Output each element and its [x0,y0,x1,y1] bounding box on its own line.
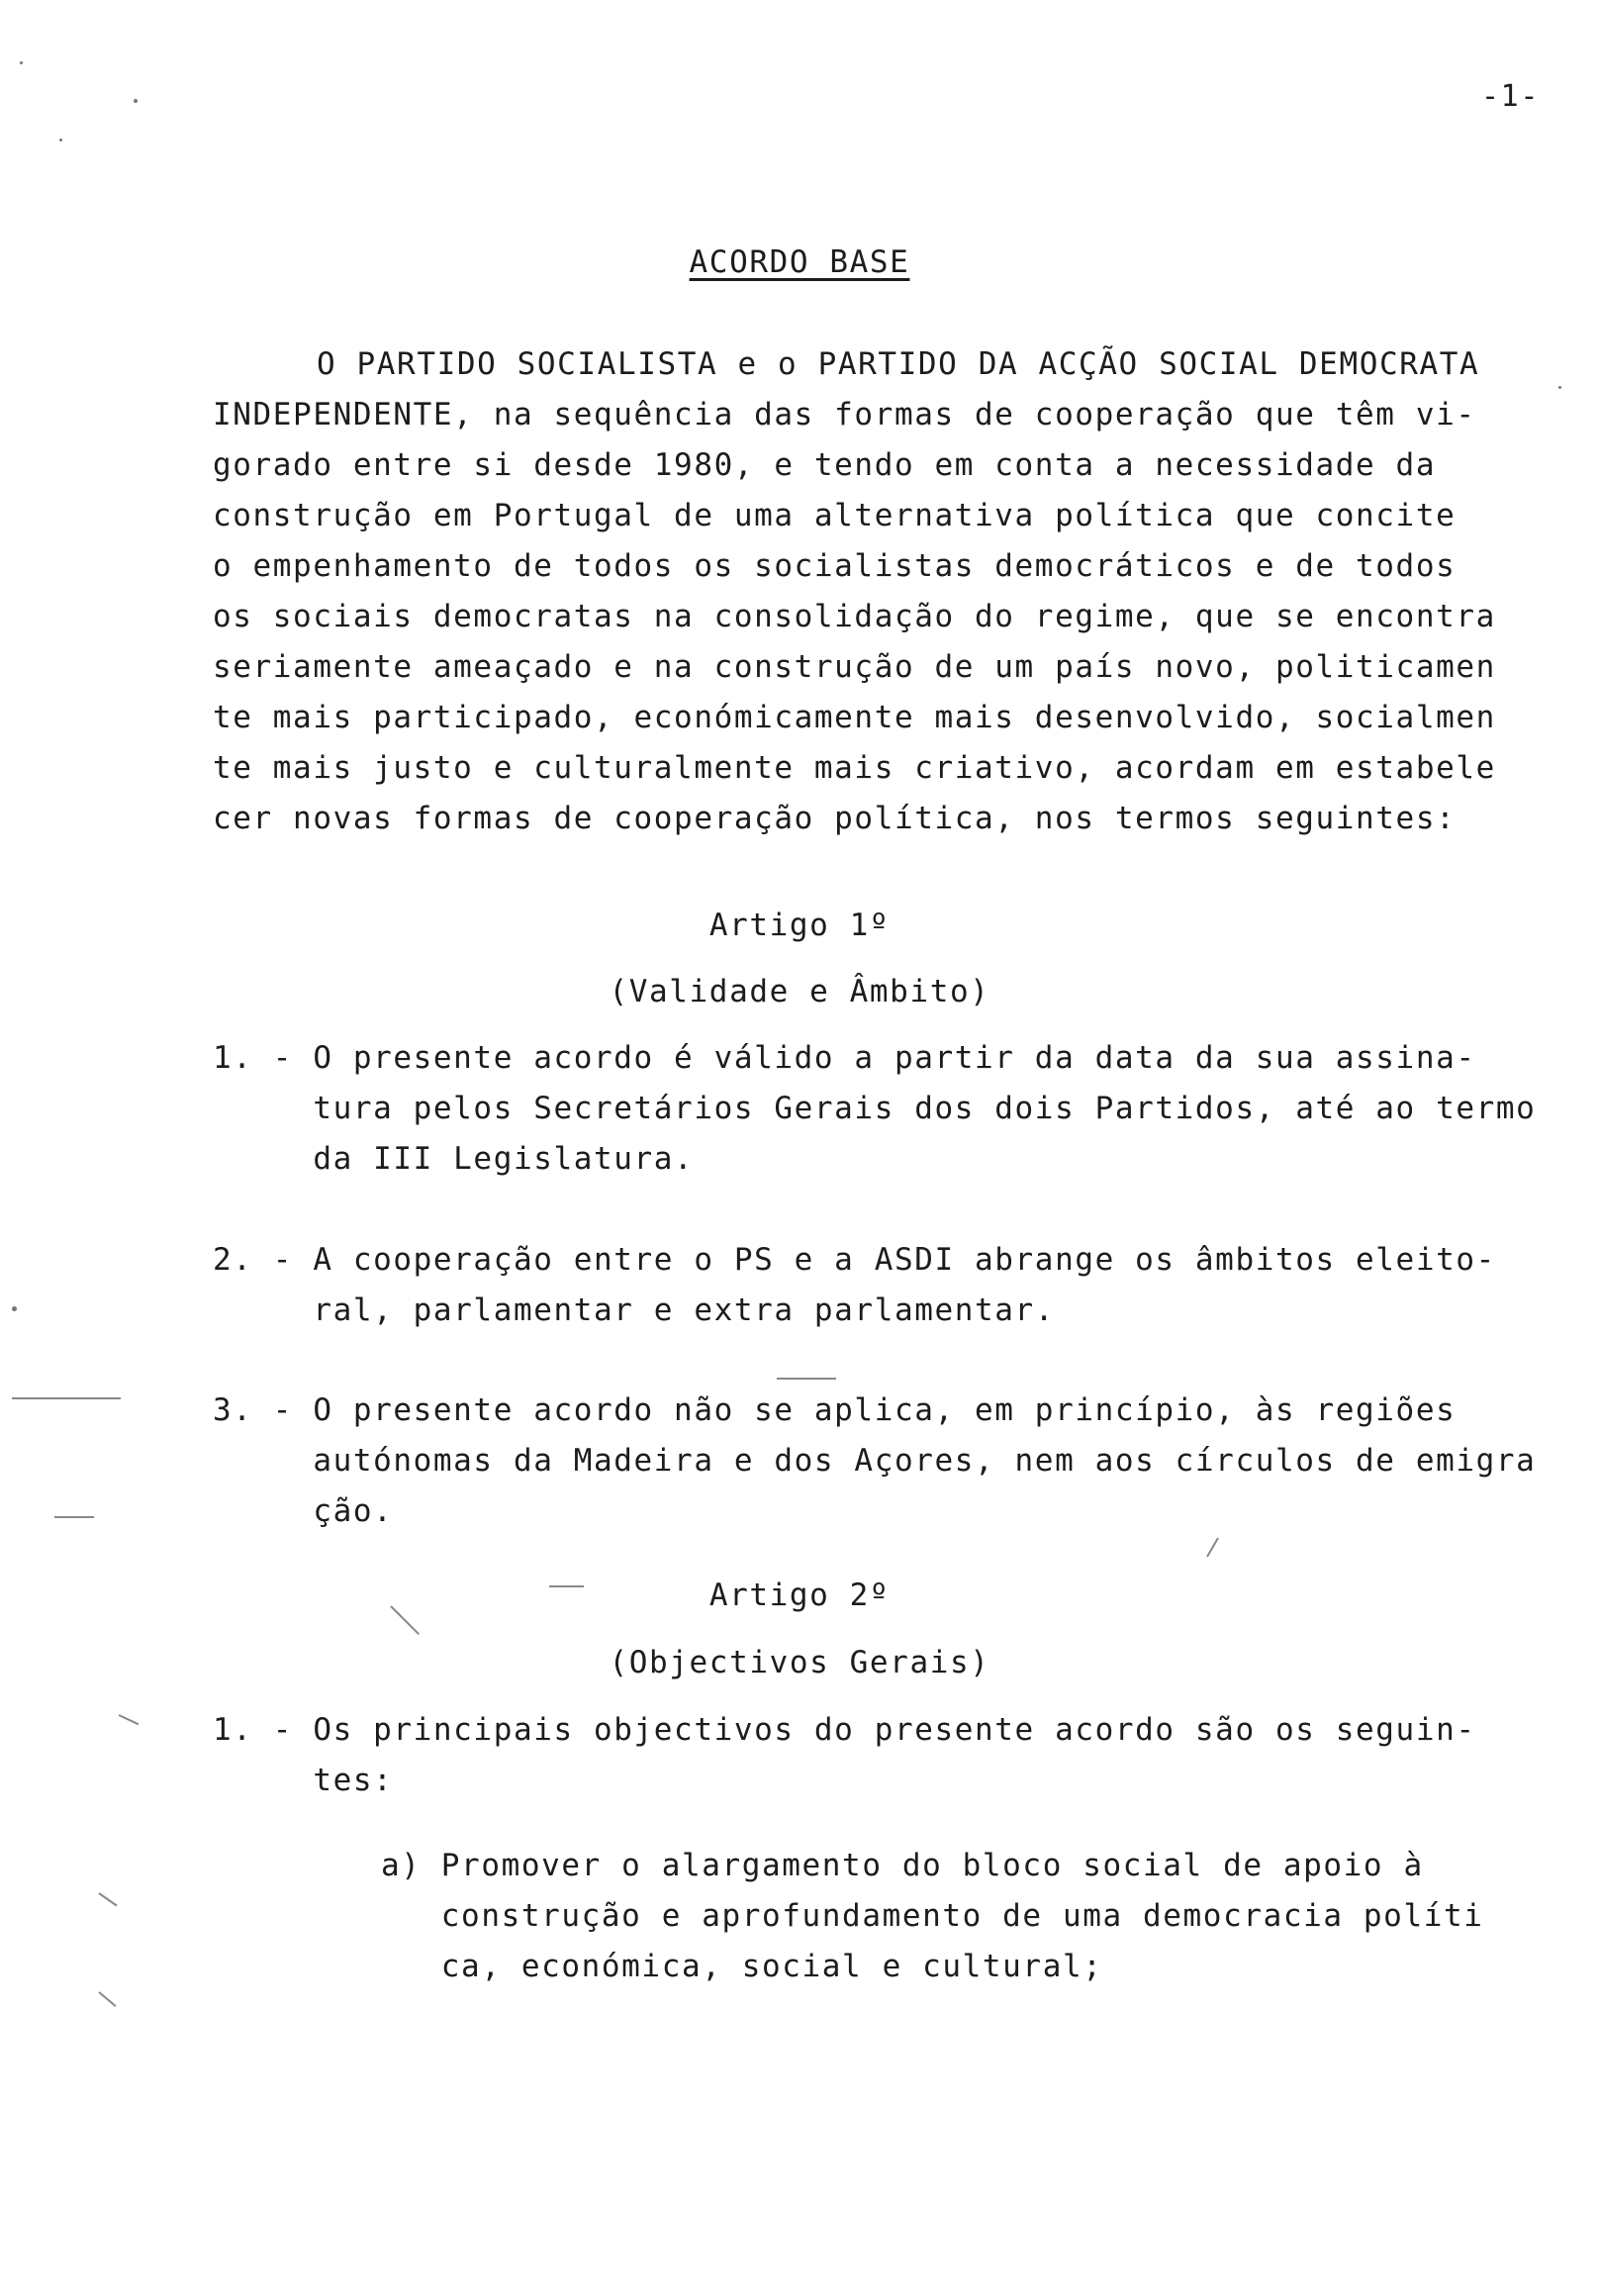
scan-stroke [119,1714,140,1725]
clause-line: 3. - O presente acordo não se aplica, em princípio, às regiões [213,1392,1457,1428]
article-subheading: (Objectivos Gerais) [609,1645,990,1680]
clause-line: tes: [213,1763,394,1798]
scan-speck [12,1306,17,1311]
scan-stroke [98,1991,116,2007]
scan-speck [20,61,23,64]
preamble-line: te mais justo e culturalmente mais criativo, acordam em estabele [213,750,1496,786]
subclause-line: construção e aprofundamento de uma democracia políti [381,1898,1484,1934]
clause-line: 1. - O presente acordo é válido a partir da data da sua assina- [213,1040,1476,1076]
preamble-line: O PARTIDO SOCIALISTA e o PARTIDO DA ACÇÃO SOCIAL DEMOCRATA [317,346,1480,382]
subclause-line: ca, económica, social e cultural; [381,1949,1103,1984]
subclause-line: a) Promover o alargamento do bloco social de apoio à [381,1848,1424,1883]
page-number: -1- [1481,79,1540,114]
scan-stroke [12,1397,121,1399]
clause-line: ral, parlamentar e extra parlamentar. [213,1292,1056,1328]
clause-line: ção. [213,1493,394,1529]
clause-line: 2. - A cooperação entre o PS e a ASDI abrange os âmbitos eleito- [213,1242,1496,1278]
scan-speck [1558,386,1561,389]
scan-stroke [1206,1537,1219,1557]
preamble-line: o empenhamento de todos os socialistas democráticos e de todos [213,548,1457,584]
clause-line: da III Legislatura. [213,1141,695,1177]
article-heading: Artigo 2º [708,1578,891,1613]
clause-line: autónomas da Madeira e dos Açores, nem aos círculos de emigra [213,1443,1537,1479]
scan-stroke [98,1892,117,1906]
article-subheading: (Validade e Âmbito) [609,974,990,1009]
clause-line: tura pelos Secretários Gerais dos dois Partidos, até ao termo [213,1091,1537,1126]
article-heading: Artigo 1º [708,908,891,943]
preamble-line: seriamente ameaçado e na construção de um país novo, politicamen [213,649,1496,685]
scan-speck [134,99,138,103]
scan-stroke [54,1516,94,1518]
preamble-line: gorado entre si desde 1980, e tendo em conta a necessidade da [213,447,1437,483]
preamble-line: os sociais democratas na consolidação do regime, que se encontra [213,599,1496,634]
document-title: ACORDO BASE [689,244,910,280]
preamble-line: INDEPENDENTE, na sequência das formas de cooperação que têm vi- [213,397,1476,432]
preamble-line: construção em Portugal de uma alternativa política que concite [213,498,1457,533]
scan-speck [59,139,62,142]
preamble-line: te mais participado, económicamente mais desenvolvido, socialmen [213,700,1496,735]
clause-line: 1. - Os principais objectivos do presente acordo são os seguin- [213,1712,1476,1748]
preamble-line: cer novas formas de cooperação política, nos termos seguintes: [213,801,1457,836]
scan-stroke [777,1378,836,1380]
